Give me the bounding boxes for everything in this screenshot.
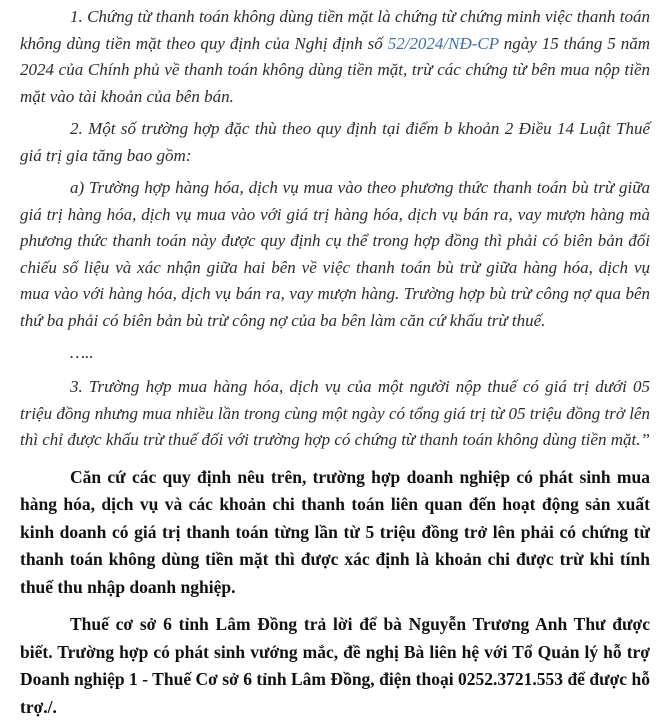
item1-text-after: ngày 15 tháng 5 năm 2024 của Chính phủ về thanh toán không dùng tiền mặt, trừ các chứng từ bên mua nộp tiền mặt vào tài khoản của bên bán. <box>20 33 650 106</box>
quote-ellipsis: ….. <box>70 343 94 362</box>
conclusion-paragraph: Căn cứ các quy định nêu trên, trường hợp doanh nghiệp có phát sinh mua hàng hóa, dịch vụ và các khoản chi thanh toán liên quan đến hoạt động sản xuất kinh doanh có giá trị thanh toán từng lần từ 5 triệu đồng trở lên phải có chứng từ thanh toán không dùng tiền mặt thì được xác định là khoản chi được trừ khi tính thuế thu nhập doanh nghiệp. <box>20 466 650 597</box>
document-page <box>20 4 650 721</box>
item1-text-before: 1. Chứng từ thanh toán không dùng tiền mặt là chứng từ chứng minh việc thanh toán không dùng tiền mặt theo quy định của Nghị định số <box>20 7 650 53</box>
decree-link[interactable]: 52/2024/NĐ-CP <box>387 33 499 53</box>
quote-item-3: 3. Trường hợp mua hàng hóa, dịch vụ của một người nộp thuế có giá trị dưới 05 triệu đồng nhưng mua nhiều lần trong cùng một ngày có tổng giá trị từ 05 triệu đồng trở lên thì chỉ được khấu trừ thuế đối với trường hợp có chứng từ thanh toán không dùng tiền mặt.” <box>20 377 650 449</box>
quote-item-2a: a) Trường hợp hàng hóa, dịch vụ mua vào theo phương thức thanh toán bù trừ giữa giá trị hàng hóa, dịch vụ mua vào với giá trị hàng hóa, dịch vụ bán ra, vay mượn hàng mà phương thức thanh toán này được quy định cụ thể trong hợp đồng thì phải có biên bản đối chiếu số liệu và xác nhận giữa hai bên về việc thanh toán bù trừ giữa hàng hóa, dịch vụ mua vào với hàng hóa, dịch vụ bán ra, vay mượn hàng. Trường hợp bù trừ công nợ qua bên thứ ba phải có biên bản bù trừ công nợ của ba bên làm căn cứ khấu trừ thuế. <box>20 178 650 330</box>
closing-paragraph: Thuế cơ sở 6 tỉnh Lâm Đồng trả lời để bà Nguyễn Trương Anh Thư được biết. Trường hợp có phát sinh vướng mắc, đề nghị Bà liên hệ với Tổ Quản lý hỗ trợ Doanh nghiệp 1 - Thuế Cơ sở 6 tỉnh Lâm Đồng, điện thoại 0252.3721.553 để được hỗ trợ./. <box>20 614 650 717</box>
quote-item-1 <box>20 4 650 110</box>
quote-item-2: 2. Một số trường hợp đặc thù theo quy định tại điểm b khoản 2 Điều 14 Luật Thuế giá trị gia tăng bao gồm: <box>20 119 650 165</box>
